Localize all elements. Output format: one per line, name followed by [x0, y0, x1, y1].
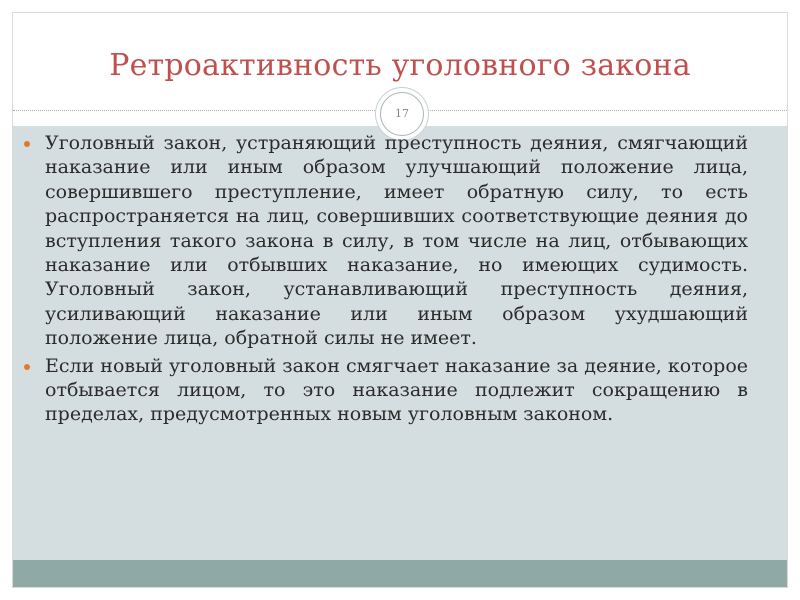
bullet-text: Если новый уголовный закон смягчает наказание за деяние, которое отбывается лицом, то это наказание подлежит сокращению в пределах, предусмотренных новым уголовным законом. — [45, 354, 748, 426]
bullet-text: Уголовный закон, устраняющий преступность деяния, смягчающий наказание или иным образом улучшающий положение лица, совершившего преступление, имеет обратную силу, то есть распространяется на лиц, совершивших соответствующие деяния до вступления такого закона в силу, в том числе на лиц, отбывающих наказание или отбывших наказание, но имеющих судимость. Уголовный закон, устанавливающий преступность деяния, усиливающий наказание или иным образом ухудшающий положение лица, обратной силы не имеет. — [45, 132, 748, 350]
bullet-item — [24, 354, 748, 427]
dot-bullet-icon — [24, 141, 30, 147]
bullet-list — [24, 131, 748, 430]
bottom-band — [13, 560, 787, 587]
dot-bullet-icon — [24, 364, 30, 370]
slide-title: Ретроактивность уголовного закона — [109, 48, 691, 83]
slide-number-badge: 17 — [380, 92, 424, 136]
bullet-item — [24, 131, 748, 351]
